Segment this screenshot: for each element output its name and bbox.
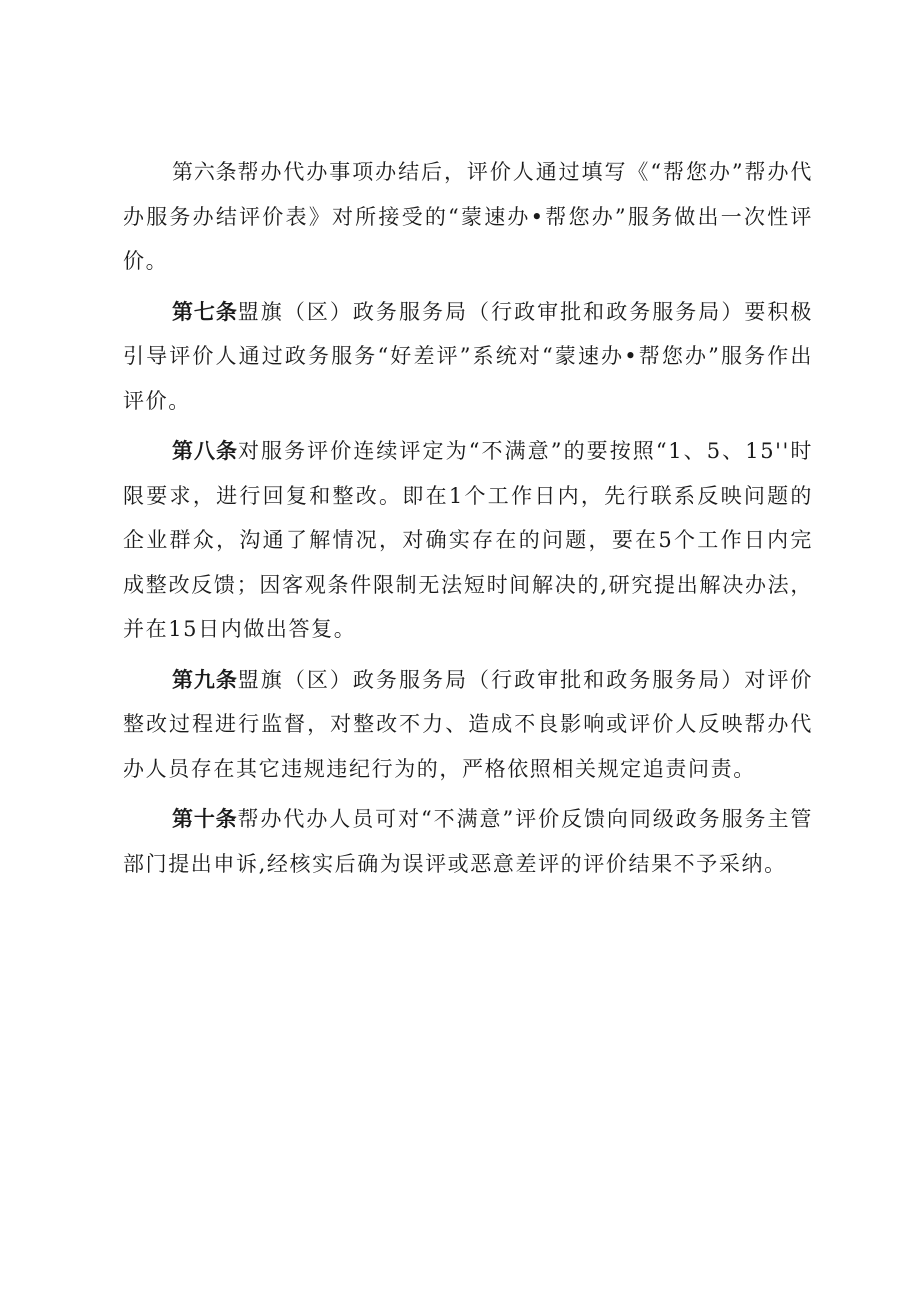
document-page <box>123 150 813 886</box>
article-9-text: 盟旗（区）政务服务局（行政审批和政务服务局）对评价整改过程进行监督，对整改不力、造成不良影响或评价人反映帮办代办人员存在其它违规违纪行为的，严格依照相关规定追责问责。 <box>123 667 814 781</box>
article-8-heading: 第八条 <box>172 439 238 463</box>
article-7 <box>123 290 813 424</box>
article-6-heading: 第六条 <box>172 160 238 184</box>
article-9 <box>123 658 813 792</box>
article-8-text: 对服务评价连续评定为“不满意”的要按照“1、5、15''时限要求，进行回复和整改。即在1个工作日内，先行联系反映问题的企业群众，沟通了解情况，对确实存在的问题，要在5个工作日内完成整改反馈；因客观条件限制无法短时间解决的,研究提出解决办法，并在15日内做出答复。 <box>123 439 813 641</box>
article-6-text: 帮办代办事项办结后，评价人通过填写《“帮您办”帮办代办服务办结评价表》对所接受的“蒙速办•帮您办”服务做出一次性评价。 <box>123 160 813 273</box>
article-9-heading: 第九条 <box>172 667 238 692</box>
article-6 <box>123 150 813 284</box>
article-7-text: 盟旗（区）政务服务局（行政审批和政务服务局）要积极引导评价人通过政务服务“好差评”系统对“蒙速办•帮您办”服务作出评价。 <box>123 299 814 413</box>
article-10 <box>123 797 813 886</box>
article-7-heading: 第七条 <box>172 299 238 324</box>
article-10-heading: 第十条 <box>172 807 238 831</box>
article-10-text: 帮办代办人员可对“不满意”评价反馈向同级政务服务主管部门提出申诉,经核实后确为误评或恶意差评的评价结果不予采纳。 <box>123 807 813 876</box>
article-8 <box>123 429 813 652</box>
